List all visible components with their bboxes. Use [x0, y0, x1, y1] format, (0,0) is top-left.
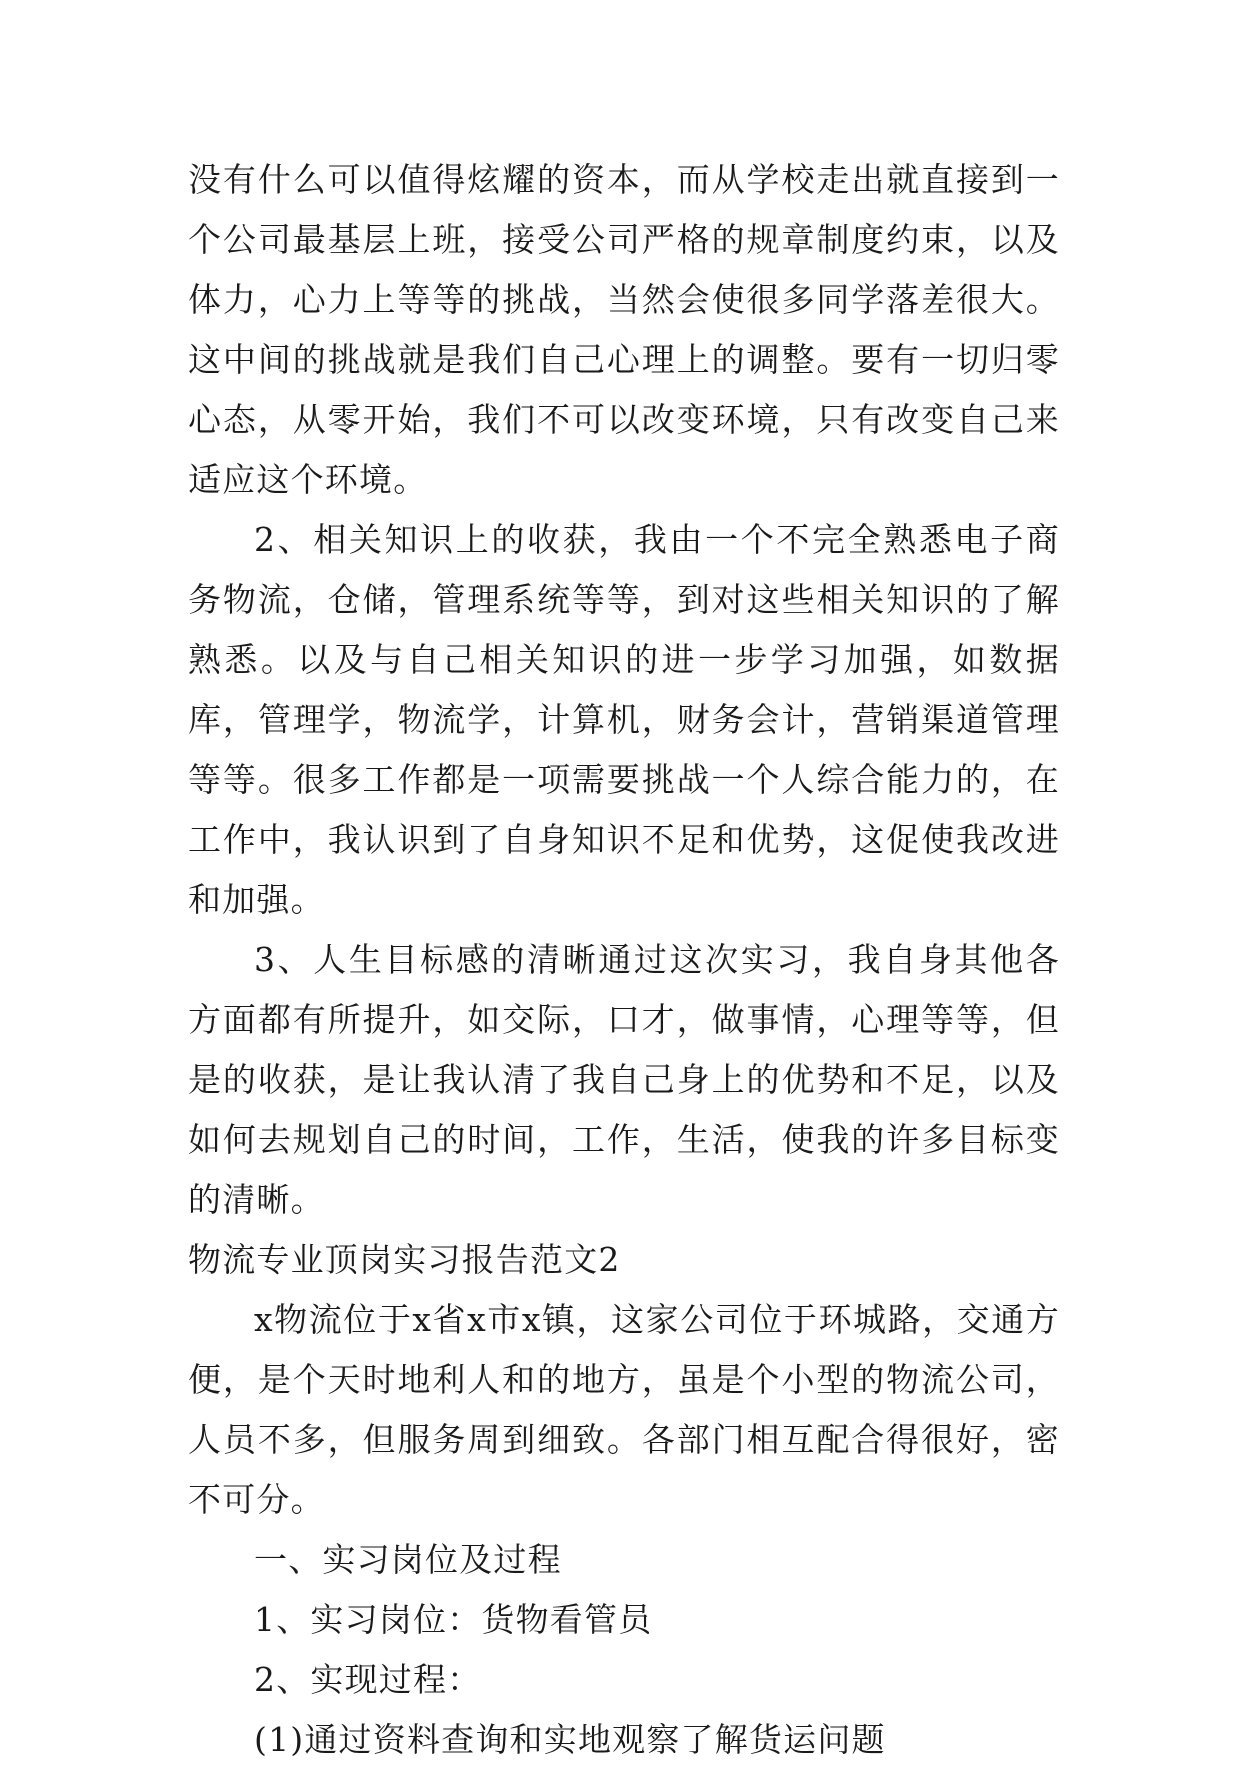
- list-item-position: 1、实习岗位：货物看管员: [254, 1600, 653, 1639]
- paragraph-continuation: 没有什么可以值得炫耀的资本，而从学校走出就直接到一个公司最基层上班，接受公司严格的规章制度约束，以及体力，心力上等等的挑战，当然会使很多同学落差很大。这中间的挑战就是我们自己心理上的调整。要有一切归零心态，从零开始，我们不可以改变环境，只有改变自己来适应这个环境。: [188, 160, 1060, 499]
- paragraph-life-goals: 3、人生目标感的清晰通过这次实习，我自身其他各方面都有所提升，如交际，口才，做事情，心理等等，但是的收获，是让我认清了我自己身上的优势和不足，以及如何去规划自己的时间，工作，生活，使我的许多目标变的清晰。: [188, 940, 1060, 1219]
- section-title: 物流专业顶岗实习报告范文2: [188, 1240, 621, 1279]
- paragraph-company-intro: x物流位于x省x市x镇，这家公司位于环城路，交通方便，是个天时地利人和的地方，虽是个小型的物流公司，人员不多，但服务周到细致。各部门相互配合得很好，密不可分。: [188, 1300, 1060, 1519]
- list-item-research: (1)通过资料查询和实地观察了解货运问题: [254, 1720, 886, 1759]
- document-page: [188, 150, 1060, 1770]
- paragraph-knowledge-gains: 2、相关知识上的收获，我由一个不完全熟悉电子商务物流，仓储，管理系统等等，到对这些相关知识的了解熟悉。以及与自己相关知识的进一步学习加强，如数据库，管理学，物流学，计算机，财务会计，营销渠道管理等等。很多工作都是一项需要挑战一个人综合能力的，在工作中，我认识到了自身知识不足和优势，这促使我改进和加强。: [188, 520, 1060, 919]
- heading-internship-position: 一、实习岗位及过程: [254, 1540, 562, 1579]
- list-item-process: 2、实现过程：: [254, 1660, 482, 1699]
